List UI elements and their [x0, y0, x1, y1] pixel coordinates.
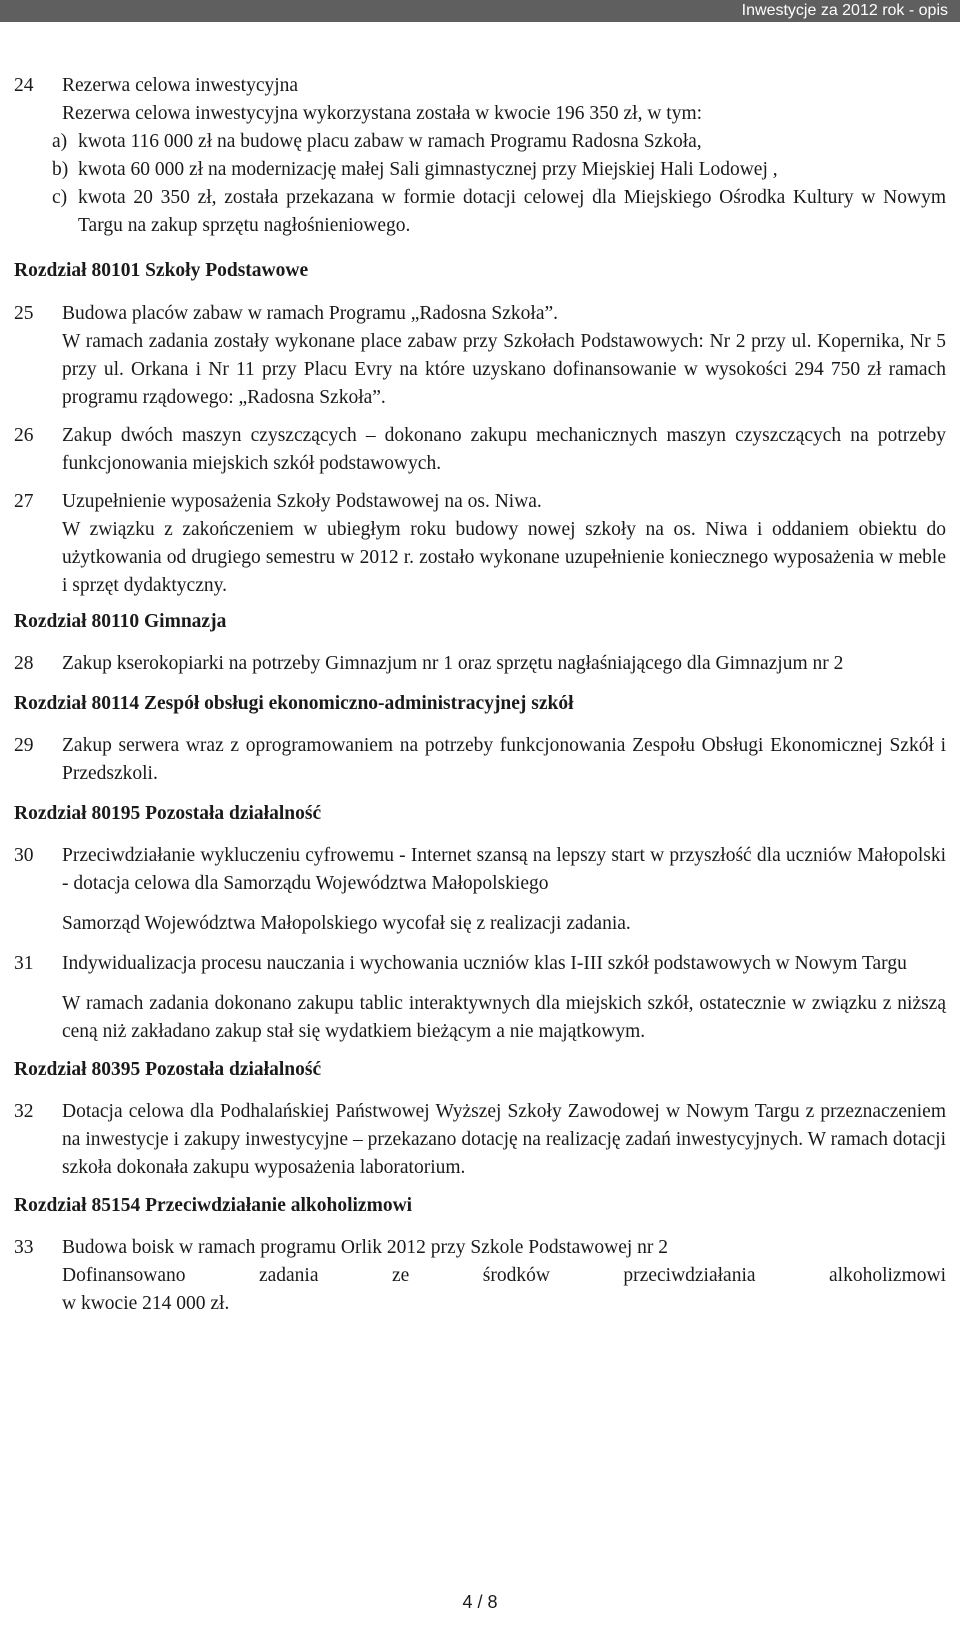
item-32	[14, 1098, 946, 1182]
item-number: 31	[14, 953, 34, 974]
sub-item-b	[52, 156, 946, 184]
item-number: 32	[14, 1101, 34, 1122]
sub-item-label: b)	[52, 159, 69, 180]
item-31	[14, 950, 946, 1046]
item-text: Zakup kserokopiarki na potrzeby Gimnazjum nr 1 oraz sprzętu nagłaśniającego dla Gimnazjum nr 2	[62, 653, 844, 674]
item-number: 30	[14, 845, 34, 866]
sub-item-label: a)	[52, 131, 68, 152]
item-text: Dotacja celowa dla Podhalańskiej Państwowej Wyższej Szkoły Zawodowej w Nowym Targu z przeznaczeniem na inwestycje i zakupy inwestycyjne – przekazano dotację na realizację zadań inwestycyjnych. W ramach dotacji szkoła dokonała zakupu wyposażenia laboratorium.	[62, 1101, 946, 1178]
item-title: Rezerwa celowa inwestycyjna	[62, 75, 299, 96]
item-text: Dofinansowano zadania ze środków przeciwdziałania alkoholizmowi	[62, 1265, 946, 1286]
item-text: Zakup serwera wraz z oprogramowaniem na potrzeby funkcjonowania Zespołu Obsługi Ekonomicznej Szkół i Przedszkoli.	[62, 735, 946, 784]
item-24	[14, 72, 946, 240]
item-text: Samorząd Województwa Małopolskiego wycofał się z realizacji zadania.	[62, 913, 631, 934]
item-text-amount: w kwocie 214 000 zł.	[62, 1293, 230, 1314]
item-text: Rezerwa celowa inwestycyjna wykorzystana została w kwocie 196 350 zł, w tym:	[62, 103, 703, 124]
item-title: Przeciwdziałanie wykluczeniu cyfrowemu - Internet szansą na lepszy start w przyszłość dla uczniów Małopolski - dotacja celowa dla Samorządu Województwa Małopolskiego	[62, 845, 946, 894]
item-title: Uzupełnienie wyposażenia Szkoły Podstawowej na os. Niwa.	[62, 491, 542, 512]
item-number: 26	[14, 425, 34, 446]
sub-item-c	[52, 184, 946, 240]
document-body	[14, 72, 946, 1318]
item-text: Zakup dwóch maszyn czyszczących – dokonano zakupu mechanicznych maszyn czyszczących na potrzeby funkcjonowania miejskich szkół podstawowych.	[62, 425, 946, 474]
item-title: Indywidualizacja procesu nauczania i wychowania uczniów klas I-III szkół podstawowych w Nowym Targu	[62, 953, 907, 974]
item-title: Budowa placów zabaw w ramach Programu „Radosna Szkoła”.	[62, 303, 559, 324]
item-number: 27	[14, 491, 34, 512]
section-heading-80110: Rozdział 80110 Gimnazja	[14, 611, 227, 632]
sub-item-text: kwota 116 000 zł na budowę placu zabaw w ramach Programu Radosna Szkoła,	[78, 131, 702, 152]
item-number: 24	[14, 75, 34, 96]
item-29	[14, 732, 946, 788]
item-number: 29	[14, 735, 34, 756]
sub-item-a	[52, 128, 946, 156]
sub-item-text: kwota 60 000 zł na modernizację małej Sali gimnastycznej przy Miejskiej Hali Lodowej ,	[78, 159, 778, 180]
header-bar	[0, 0, 960, 22]
section-heading-80395: Rozdział 80395 Pozostała działalność	[14, 1059, 322, 1080]
section-heading-80114: Rozdział 80114 Zespół obsługi ekonomiczno-administracyjnej szkół	[14, 693, 574, 714]
item-text: W związku z zakończeniem w ubiegłym roku budowy nowej szkoły na os. Niwa i oddaniem obiektu do użytkowania od drugiego semestru w 2012 r. zostało wykonane uzupełnienie koniecznego wyposażenia w meble i sprzęt dydaktyczny.	[62, 519, 946, 596]
section-heading-80195: Rozdział 80195 Pozostała działalność	[14, 803, 322, 824]
sub-item-label: c)	[52, 187, 68, 208]
page-number: 4 / 8	[462, 1592, 498, 1612]
item-26	[14, 422, 946, 478]
item-27	[14, 488, 946, 600]
item-25	[14, 300, 946, 412]
item-33	[14, 1234, 946, 1318]
item-number: 28	[14, 653, 34, 674]
sub-item-text: kwota 20 350 zł, została przekazana w formie dotacji celowej dla Miejskiego Ośrodka Kultury w Nowym Targu na zakup sprzętu nagłośnieniowego.	[78, 187, 946, 236]
item-28	[14, 650, 946, 678]
item-number: 33	[14, 1237, 34, 1258]
item-text: W ramach zadania zostały wykonane place zabaw przy Szkołach Podstawowych: Nr 2 przy ul. Kopernika, Nr 5 przy ul. Orkana i Nr 11 przy Placu Evry na które uzyskano dofinansowanie w wysokości 294 750 zł ramach programu rządowego: „Radosna Szkoła”.	[62, 331, 946, 408]
header-title: Inwestycje za 2012 rok - opis	[741, 2, 948, 19]
item-30	[14, 842, 946, 938]
item-number: 25	[14, 303, 34, 324]
item-title: Budowa boisk w ramach programu Orlik 2012 przy Szkole Podstawowej nr 2	[62, 1237, 669, 1258]
section-heading-85154: Rozdział 85154 Przeciwdziałanie alkoholizmowi	[14, 1195, 413, 1216]
section-heading-80101: Rozdział 80101 Szkoły Podstawowe	[14, 260, 309, 281]
item-text: W ramach zadania dokonano zakupu tablic interaktywnych dla miejskich szkół, ostatecznie w związku z niższą ceną niż zakładano zakup stał się wydatkiem bieżącym a nie majątkowym.	[62, 993, 946, 1042]
